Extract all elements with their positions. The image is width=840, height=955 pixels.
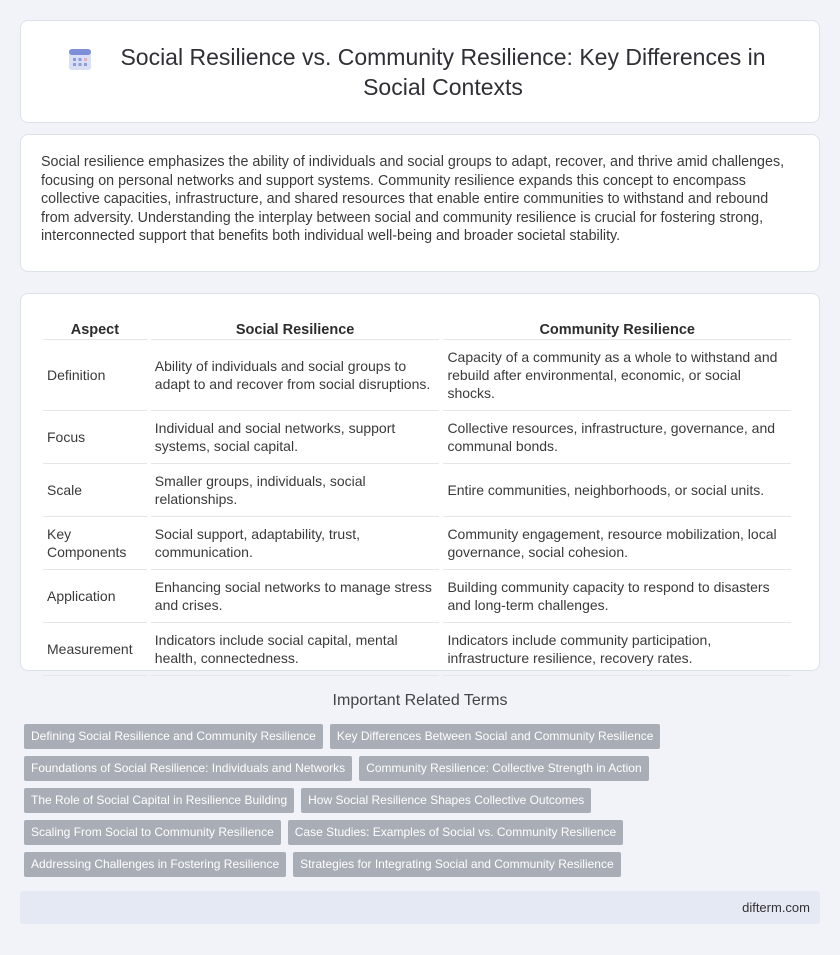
tag-row (24, 820, 824, 845)
cell-aspect: Application (43, 570, 147, 623)
footer-site-link[interactable]: difterm.com (742, 900, 810, 915)
cell-social: Indicators include social capital, mental health, connectedness. (151, 623, 440, 676)
related-terms-heading: Important Related Terms (332, 692, 508, 709)
cell-community: Indicators include community participation, infrastructure resilience, recovery rates. (443, 623, 791, 676)
related-term-tag[interactable]: Foundations of Social Resilience: Individuals and Networks (24, 756, 352, 781)
title-card (20, 20, 820, 123)
cell-aspect: Measurement (43, 623, 147, 676)
tag-row (24, 852, 824, 877)
cell-aspect: Scale (43, 464, 147, 517)
table-row (43, 411, 791, 464)
cell-aspect: Focus (43, 411, 147, 464)
tag-row (24, 724, 824, 749)
related-term-tag[interactable]: Scaling From Social to Community Resilience (24, 820, 281, 845)
calendar-grid-icon (67, 46, 93, 72)
comparison-table (39, 312, 795, 676)
cell-aspect: Definition (43, 340, 147, 411)
footer (20, 891, 820, 924)
table-row (43, 623, 791, 676)
cell-community: Capacity of a community as a whole to withstand and rebuild after environmental, economic, or social shocks. (443, 340, 791, 411)
intro-card (20, 134, 820, 272)
related-term-tag[interactable]: Case Studies: Examples of Social vs. Community Resilience (288, 820, 623, 845)
table-row (43, 517, 791, 570)
cell-social: Social support, adaptability, trust, communication. (151, 517, 440, 570)
table-row (43, 570, 791, 623)
cell-community: Entire communities, neighborhoods, or social units. (443, 464, 791, 517)
table-header-row (43, 312, 791, 340)
table-row (43, 340, 791, 411)
cell-community: Building community capacity to respond to disasters and long-term challenges. (443, 570, 791, 623)
related-term-tag[interactable]: The Role of Social Capital in Resilience Building (24, 788, 294, 813)
table-row (43, 464, 791, 517)
related-term-tag[interactable]: Community Resilience: Collective Strength in Action (359, 756, 648, 781)
related-term-tag[interactable]: Key Differences Between Social and Community Resilience (330, 724, 661, 749)
cell-aspect: Key Components (43, 517, 147, 570)
tag-row (24, 756, 824, 781)
header-social: Social Resilience (151, 312, 440, 340)
cell-community: Community engagement, resource mobilization, local governance, social cohesion. (443, 517, 791, 570)
cell-community: Collective resources, infrastructure, governance, and communal bonds. (443, 411, 791, 464)
header-aspect: Aspect (43, 312, 147, 340)
related-terms-list (24, 724, 824, 884)
header-community: Community Resilience (443, 312, 791, 340)
related-term-tag[interactable]: How Social Resilience Shapes Collective Outcomes (301, 788, 591, 813)
cell-social: Enhancing social networks to manage stress and crises. (151, 570, 440, 623)
comparison-card (20, 293, 820, 671)
related-term-tag[interactable]: Strategies for Integrating Social and Community Resilience (293, 852, 621, 877)
page-title: Social Resilience vs. Community Resilience: Key Differences in Social Contexts (120, 43, 766, 100)
cell-social: Smaller groups, individuals, social relationships. (151, 464, 440, 517)
tag-row (24, 788, 824, 813)
related-term-tag[interactable]: Defining Social Resilience and Community Resilience (24, 724, 323, 749)
related-term-tag[interactable]: Addressing Challenges in Fostering Resilience (24, 852, 286, 877)
cell-social: Individual and social networks, support systems, social capital. (151, 411, 440, 464)
cell-social: Ability of individuals and social groups to adapt to and recover from social disruptions. (151, 340, 440, 411)
intro-paragraph: Social resilience emphasizes the ability of individuals and social groups to adapt, recover, and thrive amid challenges, focusing on personal networks and support systems. Community resilience expands this concept to encompass collective capacities, infrastructure, and shared resources that enable entire communities to withstand and rebound from adversity. Understanding the interplay between social and community resilience is crucial for fostering strong, interconnected support that benefits both individual well-being and broader societal stability. (41, 154, 785, 245)
